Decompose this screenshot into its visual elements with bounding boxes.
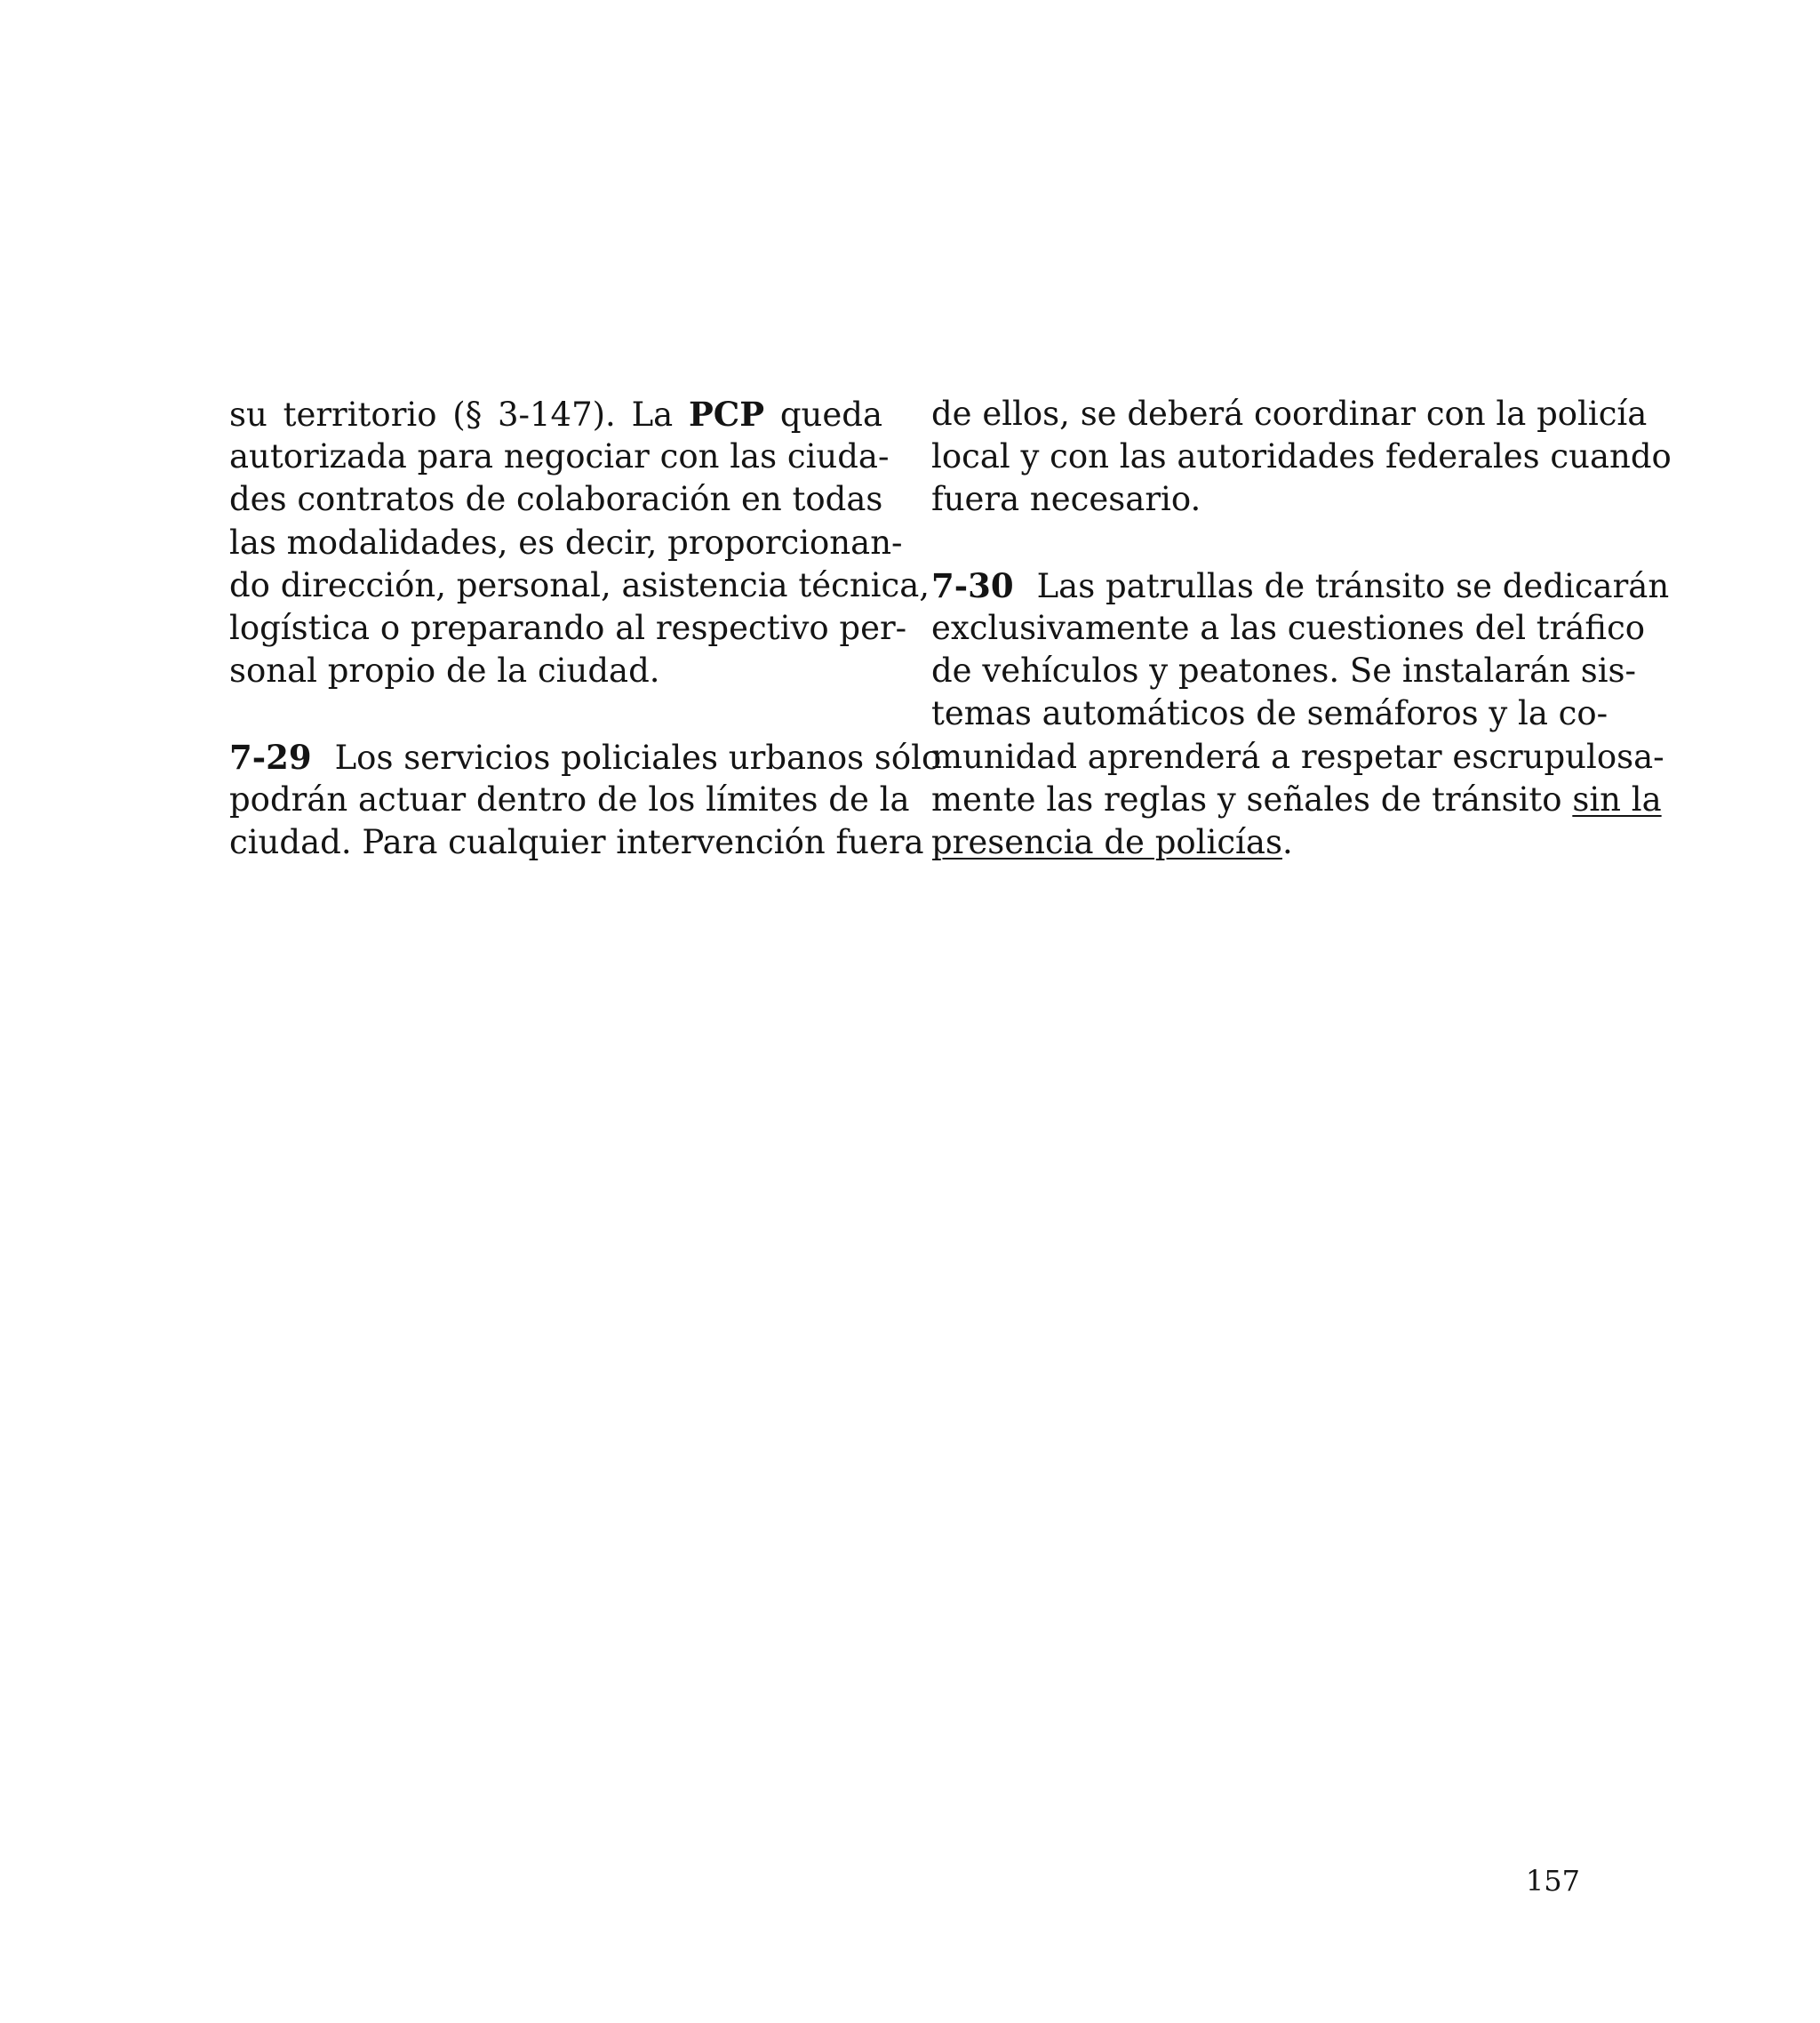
text-line: autorizada para negociar con las ciuda-: [229, 437, 890, 476]
underlined-text: sin la: [1572, 780, 1662, 819]
text-line: exclusivamente a las cuestiones del tráfico: [931, 608, 1646, 647]
text-line: de ellos, se deberá coordinar con la policía: [931, 395, 1648, 433]
bold-term-pcp: PCP: [688, 395, 765, 434]
text-line: local y con las autoridades federales cuando: [931, 437, 1672, 476]
paragraph-7-29: [229, 736, 942, 865]
text-line: podrán actuar dentro de los límites de la: [229, 780, 910, 819]
text-line: do dirección, personal, asistencia técnica,: [229, 565, 930, 604]
text-line: 7-30 Las patrullas de tránsito se dedicarán: [931, 565, 1670, 605]
left-column: [229, 393, 942, 864]
text-line: de vehículos y peatones. Se instalarán sis-: [931, 652, 1637, 691]
paragraph-gap: [229, 692, 882, 735]
text-line: logística o preparando al respectivo per-: [229, 608, 907, 647]
underlined-text: presencia de policías: [931, 822, 1282, 861]
text-line: munidad aprenderá a respetar escrupulosa-: [931, 737, 1664, 776]
paragraph-continuation: [229, 393, 930, 692]
text-line: su territorio (§ 3-147). La PCP queda: [229, 395, 882, 434]
paragraph-number: 7-30: [931, 565, 1014, 605]
right-column: [931, 393, 1672, 864]
paragraph-7-30: [931, 564, 1670, 864]
text-line: ciudad. Para cualquier intervención fuera: [229, 822, 924, 861]
page-number: 157: [1525, 1864, 1580, 1898]
paragraph-number: 7-29: [229, 737, 312, 777]
text-line: des contratos de colaboración en todas: [229, 480, 883, 519]
text-line: temas automáticos de semáforos y la co-: [931, 694, 1608, 733]
paragraph-gap: [931, 522, 1585, 564]
paragraph-continuation: [931, 393, 1672, 522]
text-line: sonal propio de la ciudad.: [229, 652, 660, 691]
text-line: fuera necesario.: [931, 480, 1201, 519]
text-line: presencia de policías.: [931, 822, 1293, 861]
text-line: mente las reglas y señales de tránsito sin la: [931, 780, 1662, 819]
text-line: las modalidades, es decir, proporcionan-: [229, 523, 903, 562]
text-line: 7-29 Los servicios policiales urbanos sólo: [229, 737, 942, 777]
